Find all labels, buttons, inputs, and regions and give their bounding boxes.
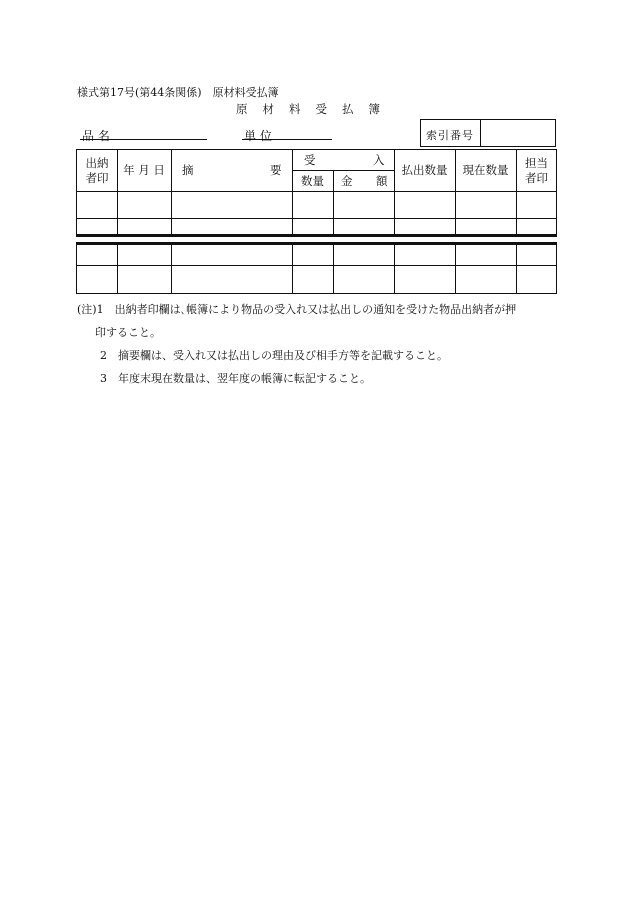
col-line (76, 244, 77, 294)
col-header-custodian-seal (76, 156, 118, 186)
col-header-date: 年 月 日 (123, 163, 165, 177)
row-line (76, 218, 557, 219)
form-number-label: 様式第17号(第44条関係) 原材料受払簿 (77, 86, 279, 99)
unit-field[interactable] (242, 139, 332, 140)
col-line (556, 244, 557, 294)
col-line (333, 170, 334, 235)
item-name-field[interactable] (80, 139, 207, 140)
col-header-amount-a: 金 (341, 174, 353, 188)
title-char: 簿 (368, 102, 380, 116)
row-line (76, 265, 557, 266)
note-1-continued: 印すること。 (95, 326, 161, 339)
title-char: 材 (262, 102, 274, 116)
col-header-staff-seal (516, 156, 557, 186)
note-2: 2 摘要欄は、受入れ又は払出しの理由及び相手方等を記載すること。 (100, 349, 448, 362)
col-line (171, 244, 172, 294)
title-char: 払 (342, 102, 354, 116)
table-border-bottom (76, 293, 557, 294)
col-header-current-quantity: 現在数量 (462, 163, 509, 177)
title-char: 料 (289, 102, 301, 116)
col-line (292, 244, 293, 294)
col-line (292, 149, 293, 235)
col-header-payout-quantity: 払出数量 (401, 163, 448, 177)
col-line (455, 149, 456, 235)
col-header-line: 出納 (85, 156, 109, 170)
col-line (394, 244, 395, 294)
col-line (171, 149, 172, 235)
title-char: 原 (236, 102, 248, 116)
notes-section (77, 298, 516, 390)
col-header-quantity: 数量 (301, 174, 324, 188)
col-header-line: 者印 (525, 171, 548, 185)
col-header-summary-a: 摘 (182, 163, 194, 177)
item-name-label: 品 名 (82, 129, 110, 143)
document-title (236, 101, 395, 117)
index-divider (480, 119, 481, 147)
col-header-line: 担当 (525, 156, 548, 170)
col-header-summary-b: 要 (270, 163, 282, 177)
col-line (455, 244, 456, 294)
col-header-amount-b: 額 (376, 174, 388, 188)
table-border-top (76, 149, 557, 150)
col-line (394, 149, 395, 235)
col-header-receipt-a: 受 (304, 153, 316, 167)
double-rule-lower (76, 242, 557, 245)
col-header-line: 者印 (85, 171, 109, 185)
note-3: 3 年度末現在数量は、翌年度の帳簿に転記すること。 (100, 372, 371, 385)
double-rule-upper (76, 234, 557, 237)
col-line (516, 244, 517, 294)
index-number-label: 索引番号 (426, 129, 474, 142)
col-header-receipt-b: 入 (373, 153, 385, 167)
unit-label: 単 位 (244, 129, 272, 143)
title-char: 受 (315, 102, 327, 116)
uke-subheader-line (292, 170, 394, 171)
note-1: (注)1 出納者印欄は､帳簿により物品の受入れ又は払出しの通知を受けた物品出納者が押 (77, 303, 517, 316)
header-bottom-line (76, 191, 557, 192)
col-line (117, 244, 118, 294)
col-line (333, 244, 334, 294)
